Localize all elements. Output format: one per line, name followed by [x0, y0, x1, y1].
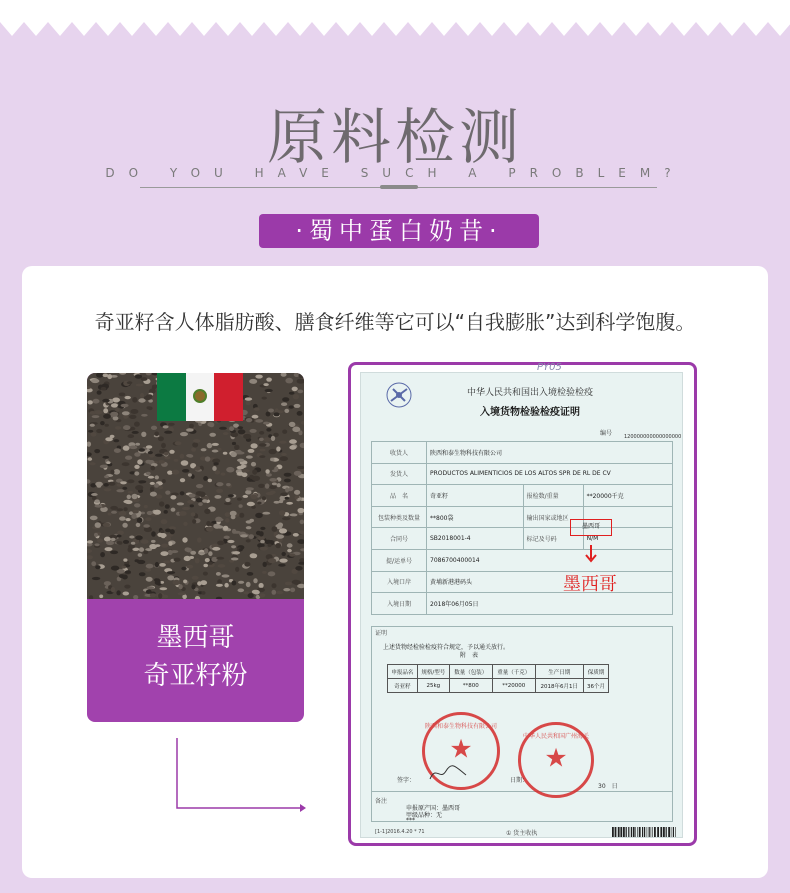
goods-header: 规格/型号	[417, 665, 449, 679]
origin-callout: 墨西哥	[563, 574, 617, 595]
mexico-flag-icon	[157, 373, 243, 421]
row-label2: 输出国家或地区	[523, 506, 583, 528]
certificate-row	[372, 528, 673, 550]
barcode-icon	[612, 827, 676, 837]
goods-cell: 奇亚籽	[388, 679, 418, 693]
certificate-number-label: 编号	[600, 430, 613, 437]
row-value: 2018年06月05日	[427, 593, 673, 615]
signer-label: 签字：	[397, 777, 416, 784]
row-label: 合同号	[372, 528, 427, 550]
certificate-number: 120000000000000000	[624, 434, 682, 440]
goods-cell: 36个月	[583, 679, 608, 693]
product-tile	[87, 373, 304, 722]
goods-table	[387, 664, 609, 693]
stamp-right	[518, 722, 594, 798]
signature-scribble	[428, 763, 468, 783]
row-value: 黄埔新港港码头	[427, 571, 673, 593]
stamp-left-text: 陕西和泰生物科技有限公司	[425, 723, 498, 730]
product-name-line1: 墨西哥	[156, 623, 235, 653]
row-value2: N/M	[583, 528, 672, 550]
divider-accent	[380, 185, 418, 189]
goods-header: 生产日期	[535, 665, 583, 679]
note-label: 证明	[375, 630, 388, 637]
row-value: SB2018001-4	[427, 528, 524, 550]
row-value: **800袋	[427, 506, 524, 528]
origin-highlight-box: 墨西哥	[570, 519, 612, 536]
section-badge: ·蜀中蛋白奶昔·	[259, 214, 539, 248]
certificate-row	[372, 571, 673, 593]
zigzag-border	[0, 0, 790, 36]
date-value: 30 日	[598, 783, 618, 790]
date-label: 日期：	[510, 777, 529, 784]
down-arrow-icon	[584, 545, 598, 565]
goods-cell: 25kg	[417, 679, 449, 693]
remarks-line: 甲级品种：无	[406, 812, 443, 819]
row-label: 包装种类及数量	[372, 506, 427, 528]
row-label2: 报检数/重量	[523, 485, 583, 507]
product-name-line2: 奇亚籽粉	[143, 661, 248, 691]
row-label: 提/运单号	[372, 549, 427, 571]
row-value: 奇亚籽	[427, 485, 524, 507]
row-label: 入境日期	[372, 593, 427, 615]
certificate-row	[372, 549, 673, 571]
goods-cell: **20000	[492, 679, 535, 693]
star-icon: ★	[449, 734, 473, 765]
certificate-footer-code: [1-1]2016.4.20 * 71	[375, 829, 425, 835]
goods-cell: **800	[449, 679, 492, 693]
handwritten-note: PY05	[537, 362, 562, 373]
row-label: 收货人	[372, 442, 427, 464]
row-value: PRODUCTOS ALIMENTICIOS DE LOS ALTOS SPR DE RL DE CV	[427, 463, 673, 485]
certificate-row	[372, 593, 673, 615]
remarks-label: 备注	[375, 798, 388, 805]
certificate-row	[372, 506, 673, 528]
star-icon: ★	[544, 743, 568, 774]
row-label: 品 名	[372, 485, 427, 507]
goods-header: 申报品名	[388, 665, 418, 679]
product-name	[87, 619, 304, 695]
connector-arrow-icon	[176, 738, 306, 814]
inspection-emblem-icon	[385, 381, 413, 409]
note-line2: 附 表	[460, 652, 479, 659]
certificate-row	[372, 463, 673, 485]
row-label: 入境口岸	[372, 571, 427, 593]
goods-header: 数量（包装）	[449, 665, 492, 679]
remarks-line: ***	[406, 817, 415, 824]
goods-header: 保质期	[583, 665, 608, 679]
description-text: 奇亚籽含人体脂肪酸、膳食纤维等它可以“自我膨胀”达到科学饱腹。	[94, 310, 696, 334]
row-value: 陕西和泰生物科技有限公司	[427, 442, 673, 464]
remarks-line: 申报原产国：墨西哥	[406, 805, 461, 812]
goods-cell: 2018年6月1日	[535, 679, 583, 693]
goods-header: 重量（千克）	[492, 665, 535, 679]
certificate-table	[371, 441, 673, 615]
certificate-row	[372, 485, 673, 507]
stamp-right-text: 中华人民共和国广州海关	[522, 733, 589, 740]
row-label: 发货人	[372, 463, 427, 485]
row-value2: **20000千克	[583, 485, 672, 507]
certificate-footer-copy: ① 货主收执	[506, 830, 538, 837]
page-subtitle: DO YOU HAVE SUCH A PROBLEM?	[105, 166, 685, 180]
certificate-title-line1: 中华人民共和国出入境检验检疫	[466, 388, 593, 398]
note-line1: 上述货物经检验检疫符合规定，予以通关放行。	[383, 644, 510, 651]
certificate-row	[372, 442, 673, 464]
certificate-title-line2: 入境货物检验检疫证明	[480, 407, 580, 418]
page-title: 原料检测	[267, 103, 523, 173]
row-value: 7086700400014	[427, 549, 673, 571]
row-label2: 标记及号码	[523, 528, 583, 550]
